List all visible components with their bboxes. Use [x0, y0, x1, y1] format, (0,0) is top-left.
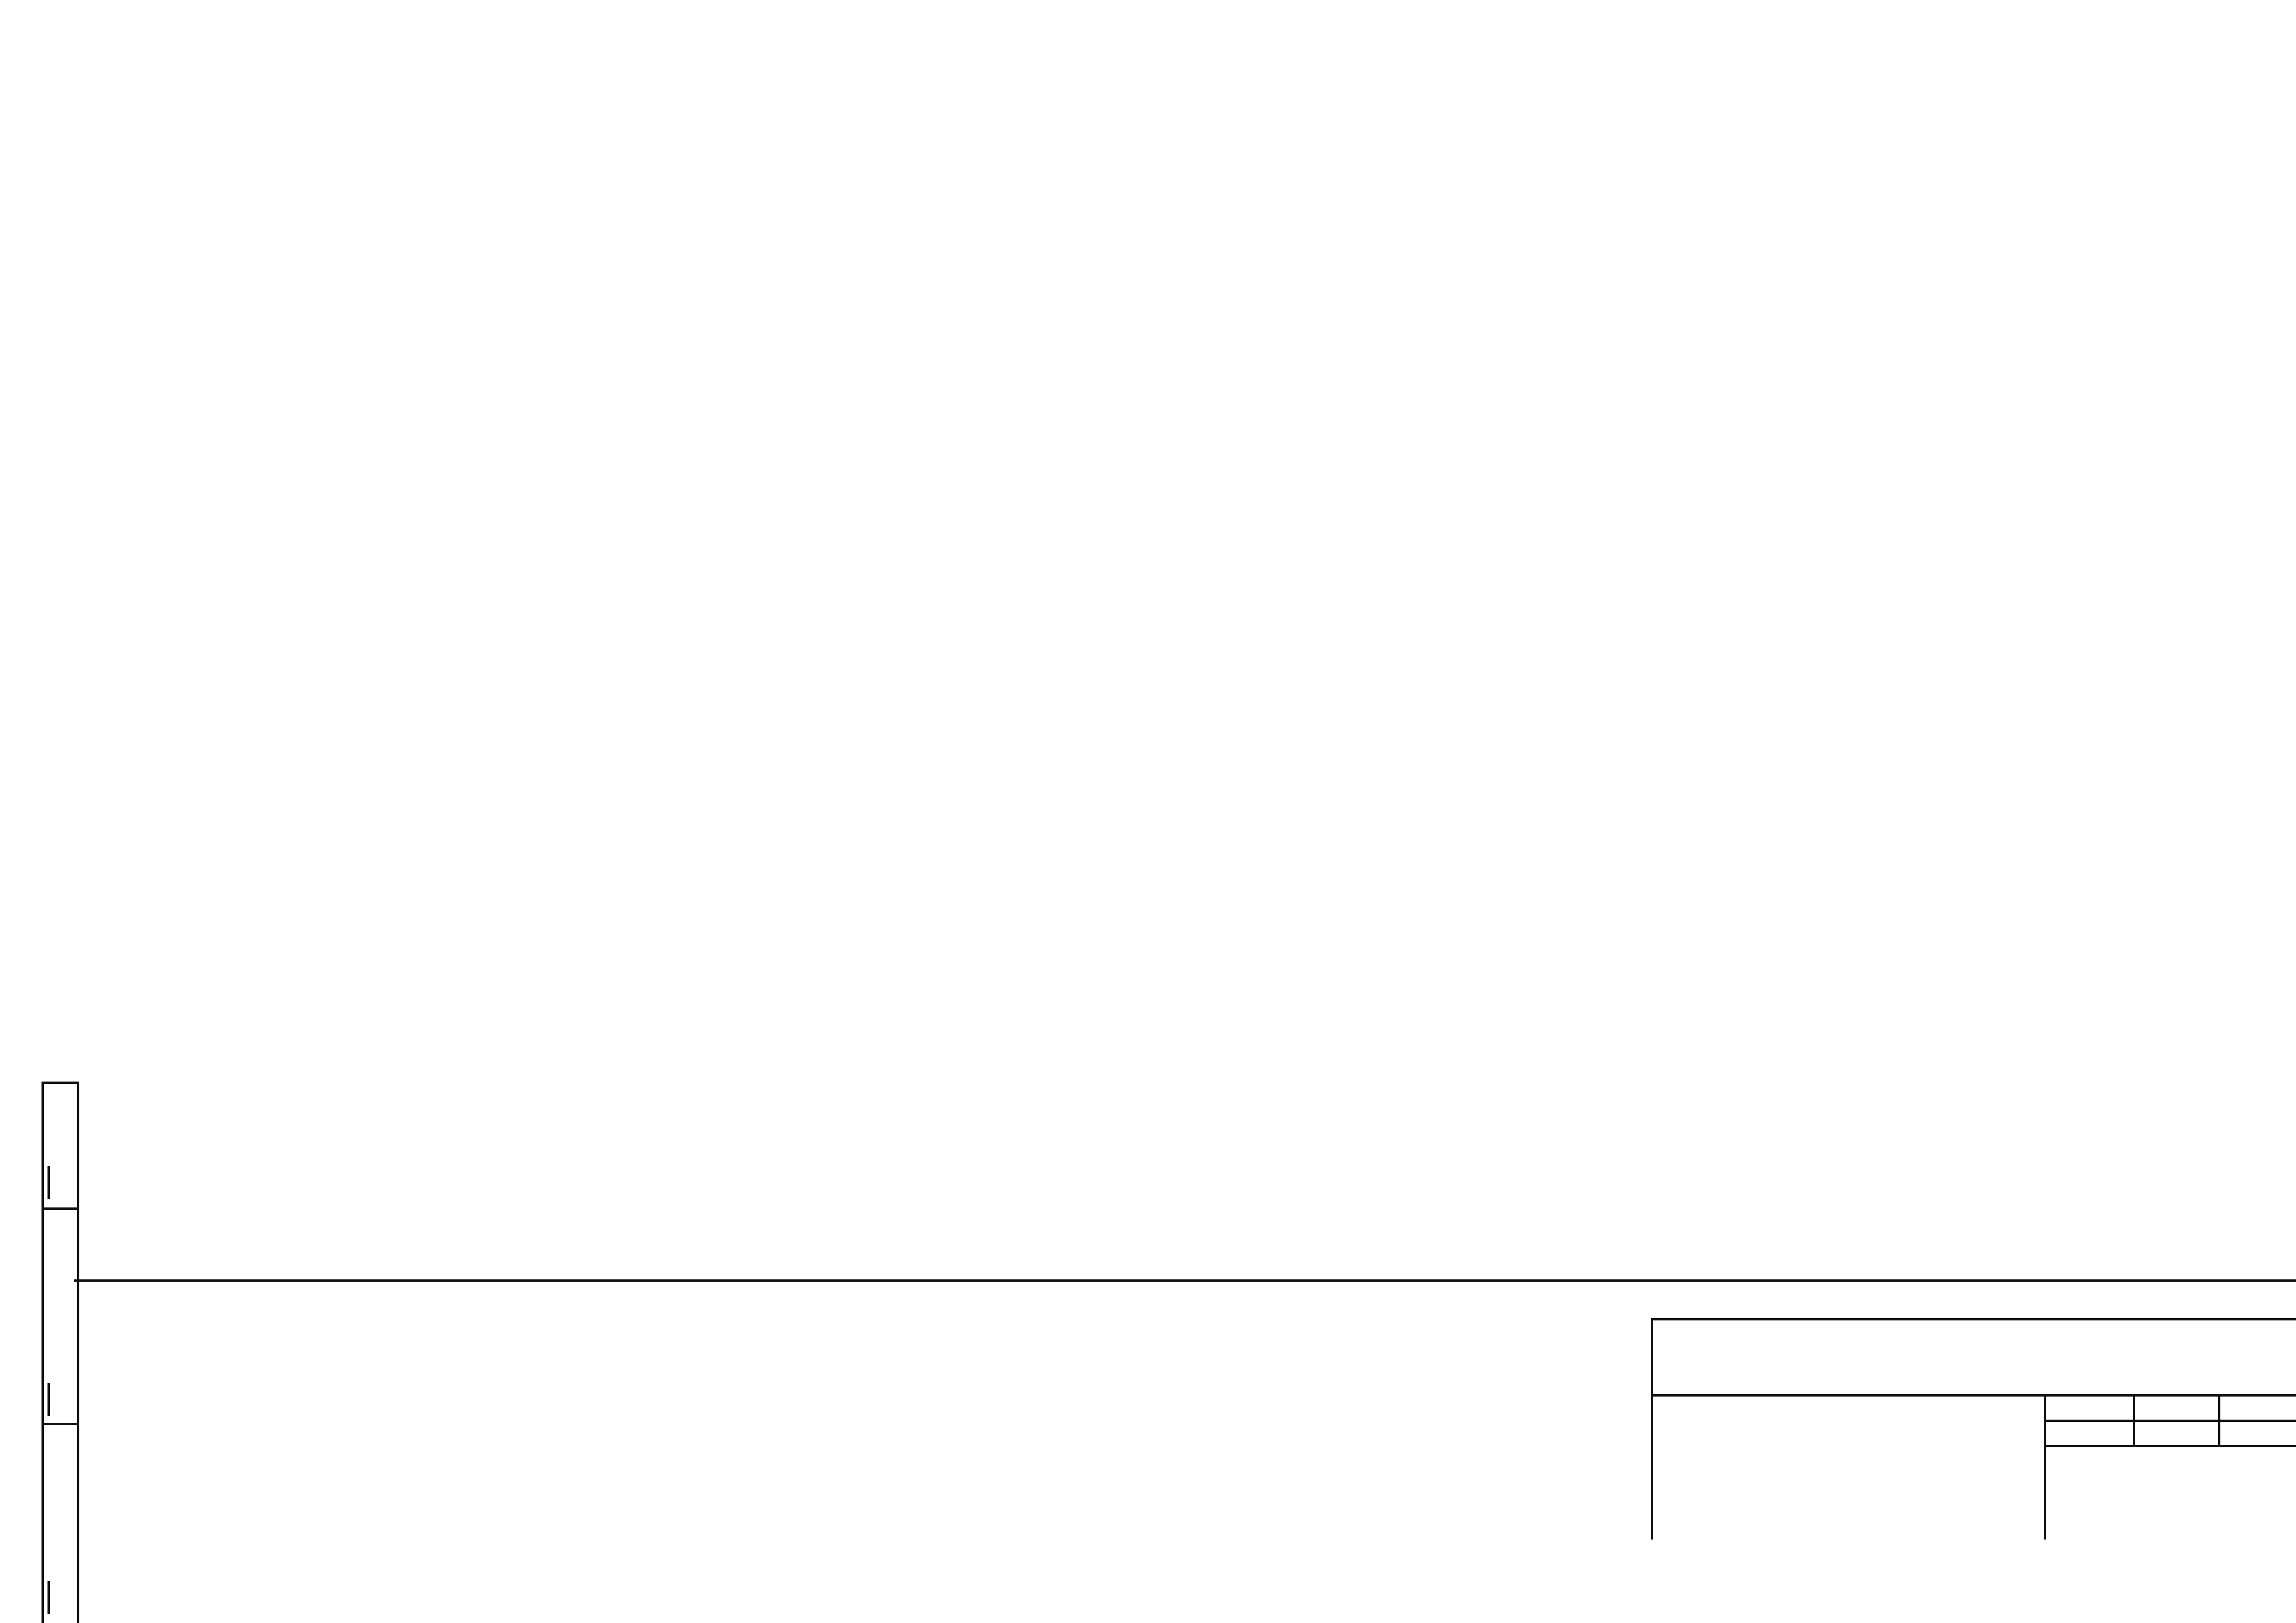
side-inv-no	[47, 1581, 50, 1614]
title-block	[1651, 1318, 2296, 1540]
side-sign-date	[47, 1383, 50, 1416]
side-replace-inv	[47, 1166, 50, 1199]
specification-table	[105, 70, 2296, 1279]
frame-bottom-line	[74, 1279, 2296, 1282]
side-stamp	[42, 1082, 79, 1623]
